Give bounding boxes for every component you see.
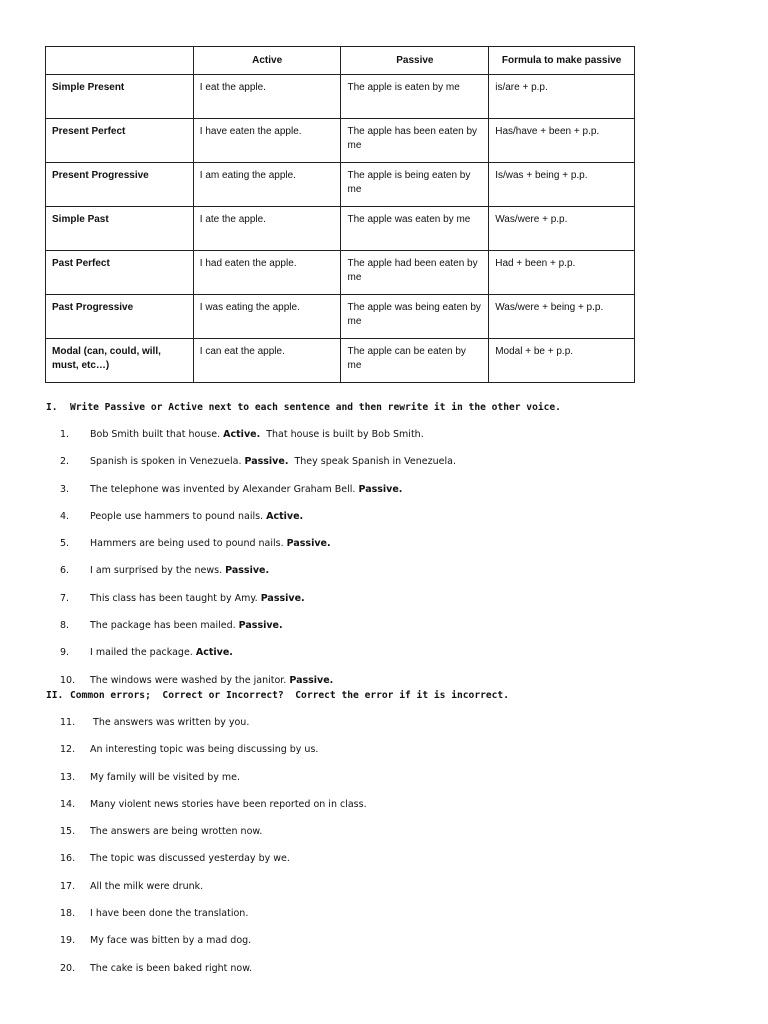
active-cell: I eat the apple. — [193, 75, 341, 119]
passive-cell: The apple was being eaten by me — [341, 295, 489, 339]
section-2-numeral: II. — [46, 690, 64, 701]
passive-cell: The apple has been eaten by me — [341, 119, 489, 163]
table-row — [46, 251, 635, 295]
section-1-heading — [46, 402, 561, 413]
table-row — [46, 207, 635, 251]
formula-cell: is/are + p.p. — [489, 75, 635, 119]
header-passive: Passive — [341, 47, 489, 75]
active-cell: I ate the apple. — [193, 207, 341, 251]
tense-cell: Present Progressive — [46, 163, 194, 207]
section-1-instruction: Write Passive or Active next to each sentence and then rewrite it in the other voice. — [70, 402, 561, 413]
passive-cell: The apple can be eaten by me — [341, 339, 489, 383]
active-cell: I was eating the apple. — [193, 295, 341, 339]
table-row — [46, 163, 635, 207]
table-header-row — [46, 47, 635, 75]
rewrite-text: That house is built by Bob Smith. — [266, 429, 424, 440]
formula-cell: Was/were + p.p. — [489, 207, 635, 251]
header-active: Active — [193, 47, 341, 75]
rewrite-text: They speak Spanish in Venezuela. — [294, 456, 456, 468]
answer-label: Passive. — [225, 565, 270, 577]
table-row — [46, 119, 635, 163]
passive-cell: The apple was eaten by me — [341, 207, 489, 251]
table-row — [46, 75, 635, 119]
section-1-numeral: I. — [46, 402, 58, 413]
formula-cell: Has/have + been + p.p. — [489, 119, 635, 163]
tense-cell: Past Progressive — [46, 295, 194, 339]
passive-cell: The apple is eaten by me — [341, 75, 489, 119]
active-cell: I can eat the apple. — [193, 339, 341, 383]
answer-label: Active. — [223, 429, 261, 440]
active-cell: I have eaten the apple. — [193, 119, 341, 163]
active-cell: I am eating the apple. — [193, 163, 341, 207]
tense-cell: Modal (can, could, will, must, etc…) — [46, 339, 194, 383]
answer-label: Active. — [266, 510, 304, 522]
answer-label: Passive. — [289, 674, 334, 686]
formula-cell: Was/were + being + p.p. — [489, 295, 635, 339]
tense-cell: Present Perfect — [46, 119, 194, 163]
passive-cell: The apple had been eaten by me — [341, 251, 489, 295]
header-tense — [46, 47, 194, 75]
section-2-heading — [46, 690, 509, 701]
answer-label: Passive. — [286, 538, 331, 550]
header-formula: Formula to make passive — [489, 47, 635, 75]
table-row — [46, 339, 635, 383]
answer-label: Passive. — [358, 483, 403, 495]
answer-label: Active. — [195, 647, 233, 659]
formula-cell: Is/was + being + p.p. — [489, 163, 635, 207]
formula-cell: Modal + be + p.p. — [489, 339, 635, 383]
passive-voice-table — [45, 46, 635, 383]
active-cell: I had eaten the apple. — [193, 251, 341, 295]
tense-cell: Past Perfect — [46, 251, 194, 295]
tense-cell: Simple Present — [46, 75, 194, 119]
table-row — [46, 295, 635, 339]
formula-cell: Had + been + p.p. — [489, 251, 635, 295]
passive-cell: The apple is being eaten by me — [341, 163, 489, 207]
tense-cell: Simple Past — [46, 207, 194, 251]
answer-label: Passive. — [260, 592, 305, 604]
answer-label: Passive. — [238, 620, 283, 632]
answer-label: Passive. — [244, 456, 289, 468]
section-2-instruction: Common errors; Correct or Incorrect? Correct the error if it is incorrect. — [70, 690, 509, 701]
